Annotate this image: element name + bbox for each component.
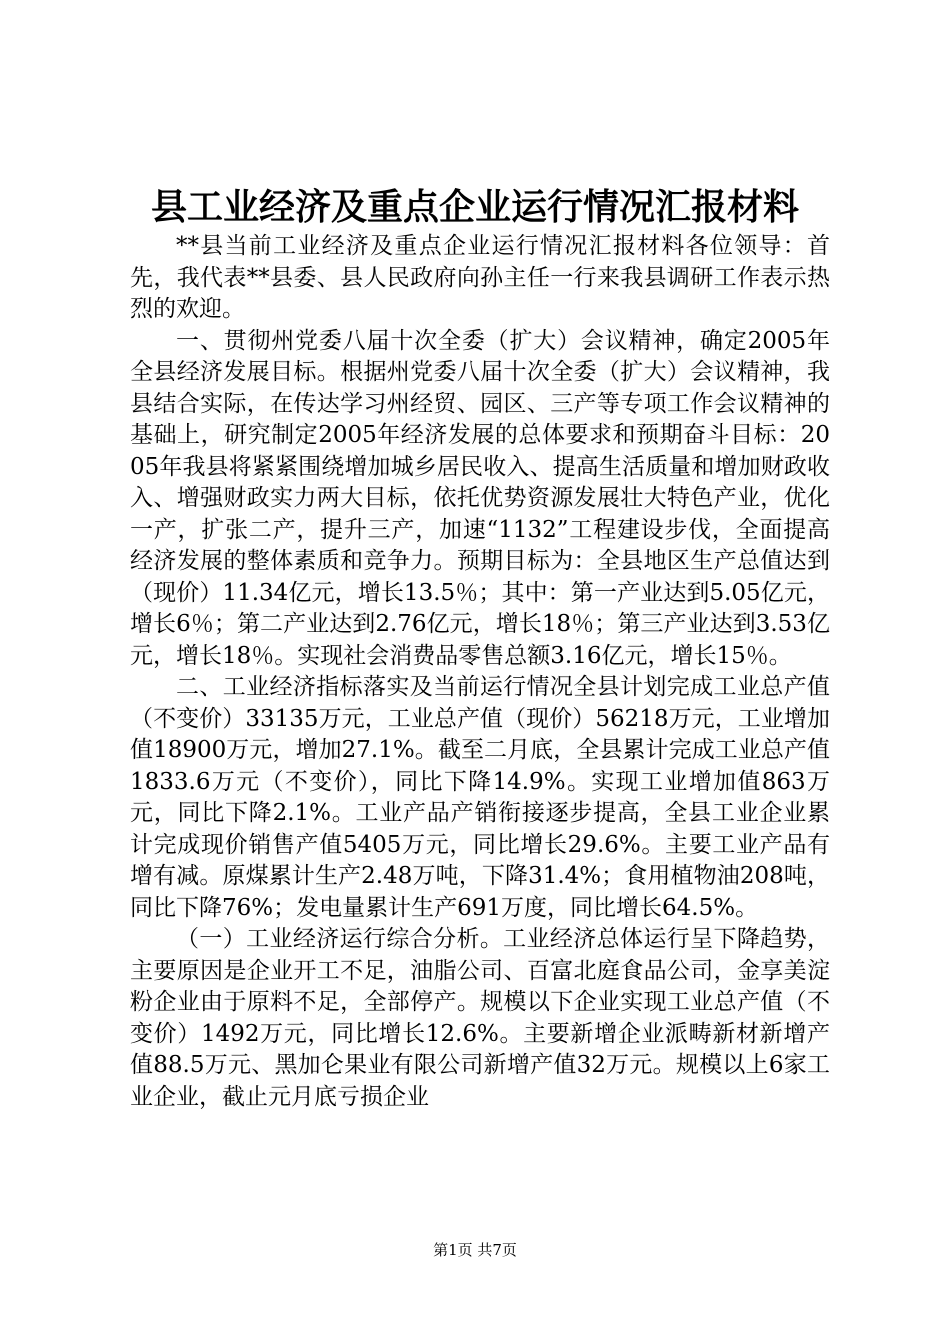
page-footer: 第1页 共7页 [433, 1241, 517, 1259]
paragraph-section-two: 二、工业经济指标落实及当前运行情况全县计划完成工业总产值（不变价）33135万元，工业总产值（现价）56218万元，工业增加值18900万元，增加27.1%。截至二月底，全县累计完成工业总产值1833.6万元（不变价），同比下降14.9%。实现工业增加值863万元，同比下降2.1%。工业产品产销衔接逐步提高，全县工业企业累计完成现价销售产值5405万元，同比增长29.6%。主要工业产品有增有减。原煤累计生产2.48万吨，下降31.4%；食用植物油208吨，同比下降76%；发电量累计生产691万度，同比增长64.5%。 [130, 674, 830, 921]
paragraph-subsection-one: （一）工业经济运行综合分析。工业经济总体运行呈下降趋势，主要原因是企业开工不足，油脂公司、百富北庭食品公司，金享美淀粉企业由于原料不足，全部停产。规模以下企业实现工业总产值（不变价）1492万元，同比增长12.6%。主要新增企业派畴新材新增产值88.5万元、黑加仑果业有限公司新增产值32万元。规模以上6家工业企业，截止元月底亏损企业 [130, 926, 830, 1110]
paragraph-intro: **县当前工业经济及重点企业运行情况汇报材料各位领导：首先，我代表**县委、县人民政府向孙主任一行来我县调研工作表示热烈的欢迎。 [130, 233, 830, 322]
paragraph-section-one: 一、贯彻州党委八届十次全委（扩大）会议精神，确定2005年全县经济发展目标。根据州党委八届十次全委（扩大）会议精神，我县结合实际，在传达学习州经贸、园区、三产等专项工作会议精神的基础上，研究制定2005年经济发展的总体要求和预期奋斗目标：2005年我县将紧紧围绕增加城乡居民收入、提高生活质量和增加财政收入、增强财政实力两大目标，依托优势资源发展壮大特色产业，优化一产，扩张二产，提升三产，加速“1132”工程建设步伐，全面提高经济发展的整体素质和竞争力。预期目标为：全县地区生产总值达到（现价）11.34亿元，增长13.5％；其中：第一产业达到5.05亿元，增长6％；第二产业达到2.76亿元，增长18％；第三产业达到3.53亿元，增长18％。实现社会消费品零售总额3.16亿元，增长15％。 [130, 327, 830, 669]
document-body [130, 231, 830, 1113]
document-title: 县工业经济及重点企业运行情况汇报材料 [150, 186, 799, 228]
